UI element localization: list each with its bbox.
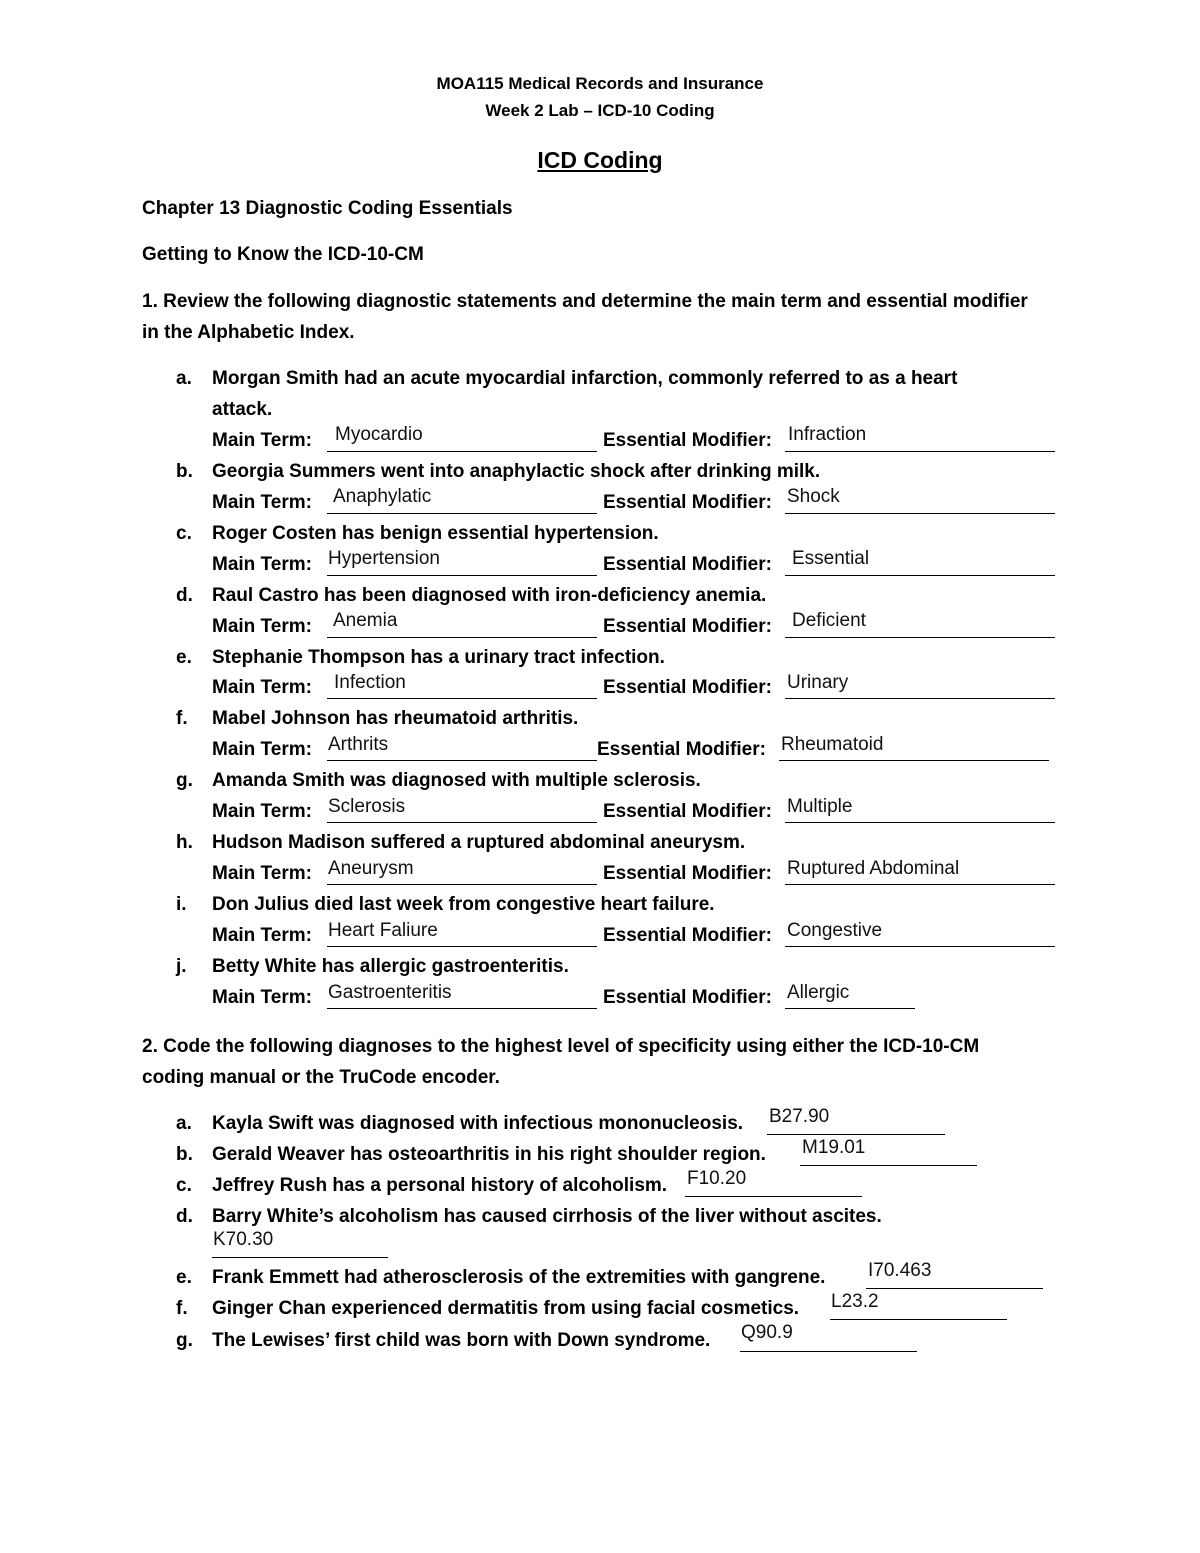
essential-modifier-answer: Ruptured Abdominal [787,858,960,879]
q1-item-text: Mabel Johnson has rheumatoid arthritis. [212,708,579,729]
main-term-blank [327,1008,597,1009]
code-answer: M19.01 [802,1137,866,1158]
main-term-answer: Infection [334,672,406,693]
q2-item-letter: c. [176,1175,192,1196]
section-heading: Getting to Know the ICD-10-CM [142,244,424,265]
main-term-answer: Sclerosis [328,796,406,817]
essential-modifier-blank [785,698,1055,699]
q2-item-letter: d. [176,1206,193,1227]
q2-item-text: Kayla Swift was diagnosed with infectious mononucleosis. [212,1113,744,1134]
main-term-blank [327,822,597,823]
course-title: MOA115 Medical Records and Insurance [436,74,764,93]
q1-item-text: Stephanie Thompson has a urinary tract infection. [212,647,665,668]
essential-modifier-answer: Multiple [787,796,853,817]
essential-modifier-label: Essential Modifier: [597,739,766,760]
q1-item-letter: b. [176,461,193,482]
main-term-blank [327,760,597,761]
main-term-label: Main Term: [212,677,312,698]
essential-modifier-label: Essential Modifier: [603,801,772,822]
essential-modifier-answer: Essential [792,548,870,569]
week-title: Week 2 Lab – ICD-10 Coding [485,101,715,120]
q2-item-text: The Lewises’ first child was born with Down syndrome. [212,1330,711,1351]
essential-modifier-blank [785,637,1055,638]
code-blank [830,1319,1007,1320]
main-term-answer: Aneurysm [328,858,414,879]
q1-item-letter: g. [176,770,193,791]
main-term-blank [327,451,597,452]
main-term-answer: Anaphylatic [333,486,432,507]
q2-item-letter: f. [176,1298,188,1319]
code-answer: I70.463 [868,1260,932,1281]
code-answer: F10.20 [687,1168,747,1189]
q2-item-letter: e. [176,1267,192,1288]
main-term-label: Main Term: [212,739,312,760]
q2-item-text: Frank Emmett had atherosclerosis of the extremities with gangrene. [212,1267,826,1288]
q1-item-text: Roger Costen has benign essential hypertension. [212,523,659,544]
q2-item-letter: a. [176,1113,192,1134]
code-blank [740,1351,917,1352]
q1-item-letter: j. [176,956,187,977]
essential-modifier-label: Essential Modifier: [603,987,772,1008]
main-term-label: Main Term: [212,801,312,822]
essential-modifier-blank [779,760,1049,761]
main-term-label: Main Term: [212,987,312,1008]
q2-item-text: Jeffrey Rush has a personal history of alcoholism. [212,1175,668,1196]
code-blank [866,1288,1043,1289]
essential-modifier-answer: Rheumatoid [781,734,884,755]
code-answer: B27.90 [769,1106,830,1127]
main-term-blank [327,884,597,885]
q1-item-text: Georgia Summers went into anaphylactic shock after drinking milk. [212,461,821,482]
essential-modifier-blank [785,451,1055,452]
main-term-blank [327,946,597,947]
code-blank [685,1196,862,1197]
main-term-blank [327,698,597,699]
q1-item-text: Betty White has allergic gastroenteritis. [212,956,569,977]
q2-item-text: Ginger Chan experienced dermatitis from using facial cosmetics. [212,1298,800,1319]
q1-item-letter: d. [176,585,193,606]
page-title: ICD Coding [537,147,663,173]
main-term-label: Main Term: [212,492,312,513]
main-term-blank [327,513,597,514]
q1-item-text-continued: attack. [212,399,273,420]
q1-item-letter: f. [176,708,188,729]
main-term-label: Main Term: [212,863,312,884]
q1-instruction: 1. Review the following diagnostic statements and determine the main term and essential modifier in the Alphabetic Index. [142,291,1028,343]
code-answer: L23.2 [831,1291,879,1312]
essential-modifier-label: Essential Modifier: [603,863,772,884]
main-term-answer: Heart Faliure [328,920,438,941]
essential-modifier-blank [785,1008,915,1009]
code-answer: K70.30 [213,1229,274,1250]
main-term-answer: Anemia [333,610,398,631]
main-term-label: Main Term: [212,616,312,637]
main-term-answer: Hypertension [328,548,440,569]
main-term-blank [327,575,597,576]
q1-item-text: Don Julius died last week from congestive heart failure. [212,894,715,915]
main-term-label: Main Term: [212,925,312,946]
q1-item-letter: e. [176,647,192,668]
essential-modifier-answer: Shock [787,486,840,507]
q1-item-text: Raul Castro has been diagnosed with iron-deficiency anemia. [212,585,767,606]
q1-item-letter: a. [176,368,192,389]
q2-item-text: Barry White’s alcoholism has caused cirrhosis of the liver without ascites. [212,1206,882,1227]
essential-modifier-label: Essential Modifier: [603,925,772,946]
essential-modifier-label: Essential Modifier: [603,677,772,698]
q1-item-text: Amanda Smith was diagnosed with multiple sclerosis. [212,770,701,791]
code-answer: Q90.9 [741,1322,793,1343]
essential-modifier-blank [785,946,1055,947]
q1-item-letter: c. [176,523,192,544]
essential-modifier-blank [785,513,1055,514]
essential-modifier-label: Essential Modifier: [603,430,772,451]
q1-item-letter: h. [176,832,193,853]
code-blank [767,1134,945,1135]
essential-modifier-blank [785,822,1055,823]
main-term-answer: Gastroenteritis [328,982,452,1003]
essential-modifier-label: Essential Modifier: [603,616,772,637]
q1-item-text: Morgan Smith had an acute myocardial infarction, commonly referred to as a heart [212,368,958,389]
main-term-blank [327,637,597,638]
q1-item-text: Hudson Madison suffered a ruptured abdominal aneurysm. [212,832,746,853]
code-blank [212,1257,388,1258]
q2-item-letter: b. [176,1144,193,1165]
essential-modifier-answer: Congestive [787,920,883,941]
q2-item-text: Gerald Weaver has osteoarthritis in his right shoulder region. [212,1144,766,1165]
chapter-heading: Chapter 13 Diagnostic Coding Essentials [142,198,513,219]
essential-modifier-blank [785,884,1055,885]
main-term-answer: Myocardio [335,424,423,445]
q2-instruction: 2. Code the following diagnoses to the highest level of specificity using either the ICD-10-CM coding manual or the TruCode encoder. [142,1036,980,1088]
essential-modifier-answer: Infraction [788,424,867,445]
main-term-label: Main Term: [212,430,312,451]
essential-modifier-label: Essential Modifier: [603,554,772,575]
essential-modifier-answer: Allergic [787,982,850,1003]
essential-modifier-label: Essential Modifier: [603,492,772,513]
essential-modifier-blank [785,575,1055,576]
main-term-answer: Arthrits [328,734,389,755]
code-blank [800,1165,977,1166]
essential-modifier-answer: Urinary [787,672,849,693]
essential-modifier-answer: Deficient [792,610,866,631]
q2-item-letter: g. [176,1330,193,1351]
main-term-label: Main Term: [212,554,312,575]
q1-item-letter: i. [176,894,187,915]
